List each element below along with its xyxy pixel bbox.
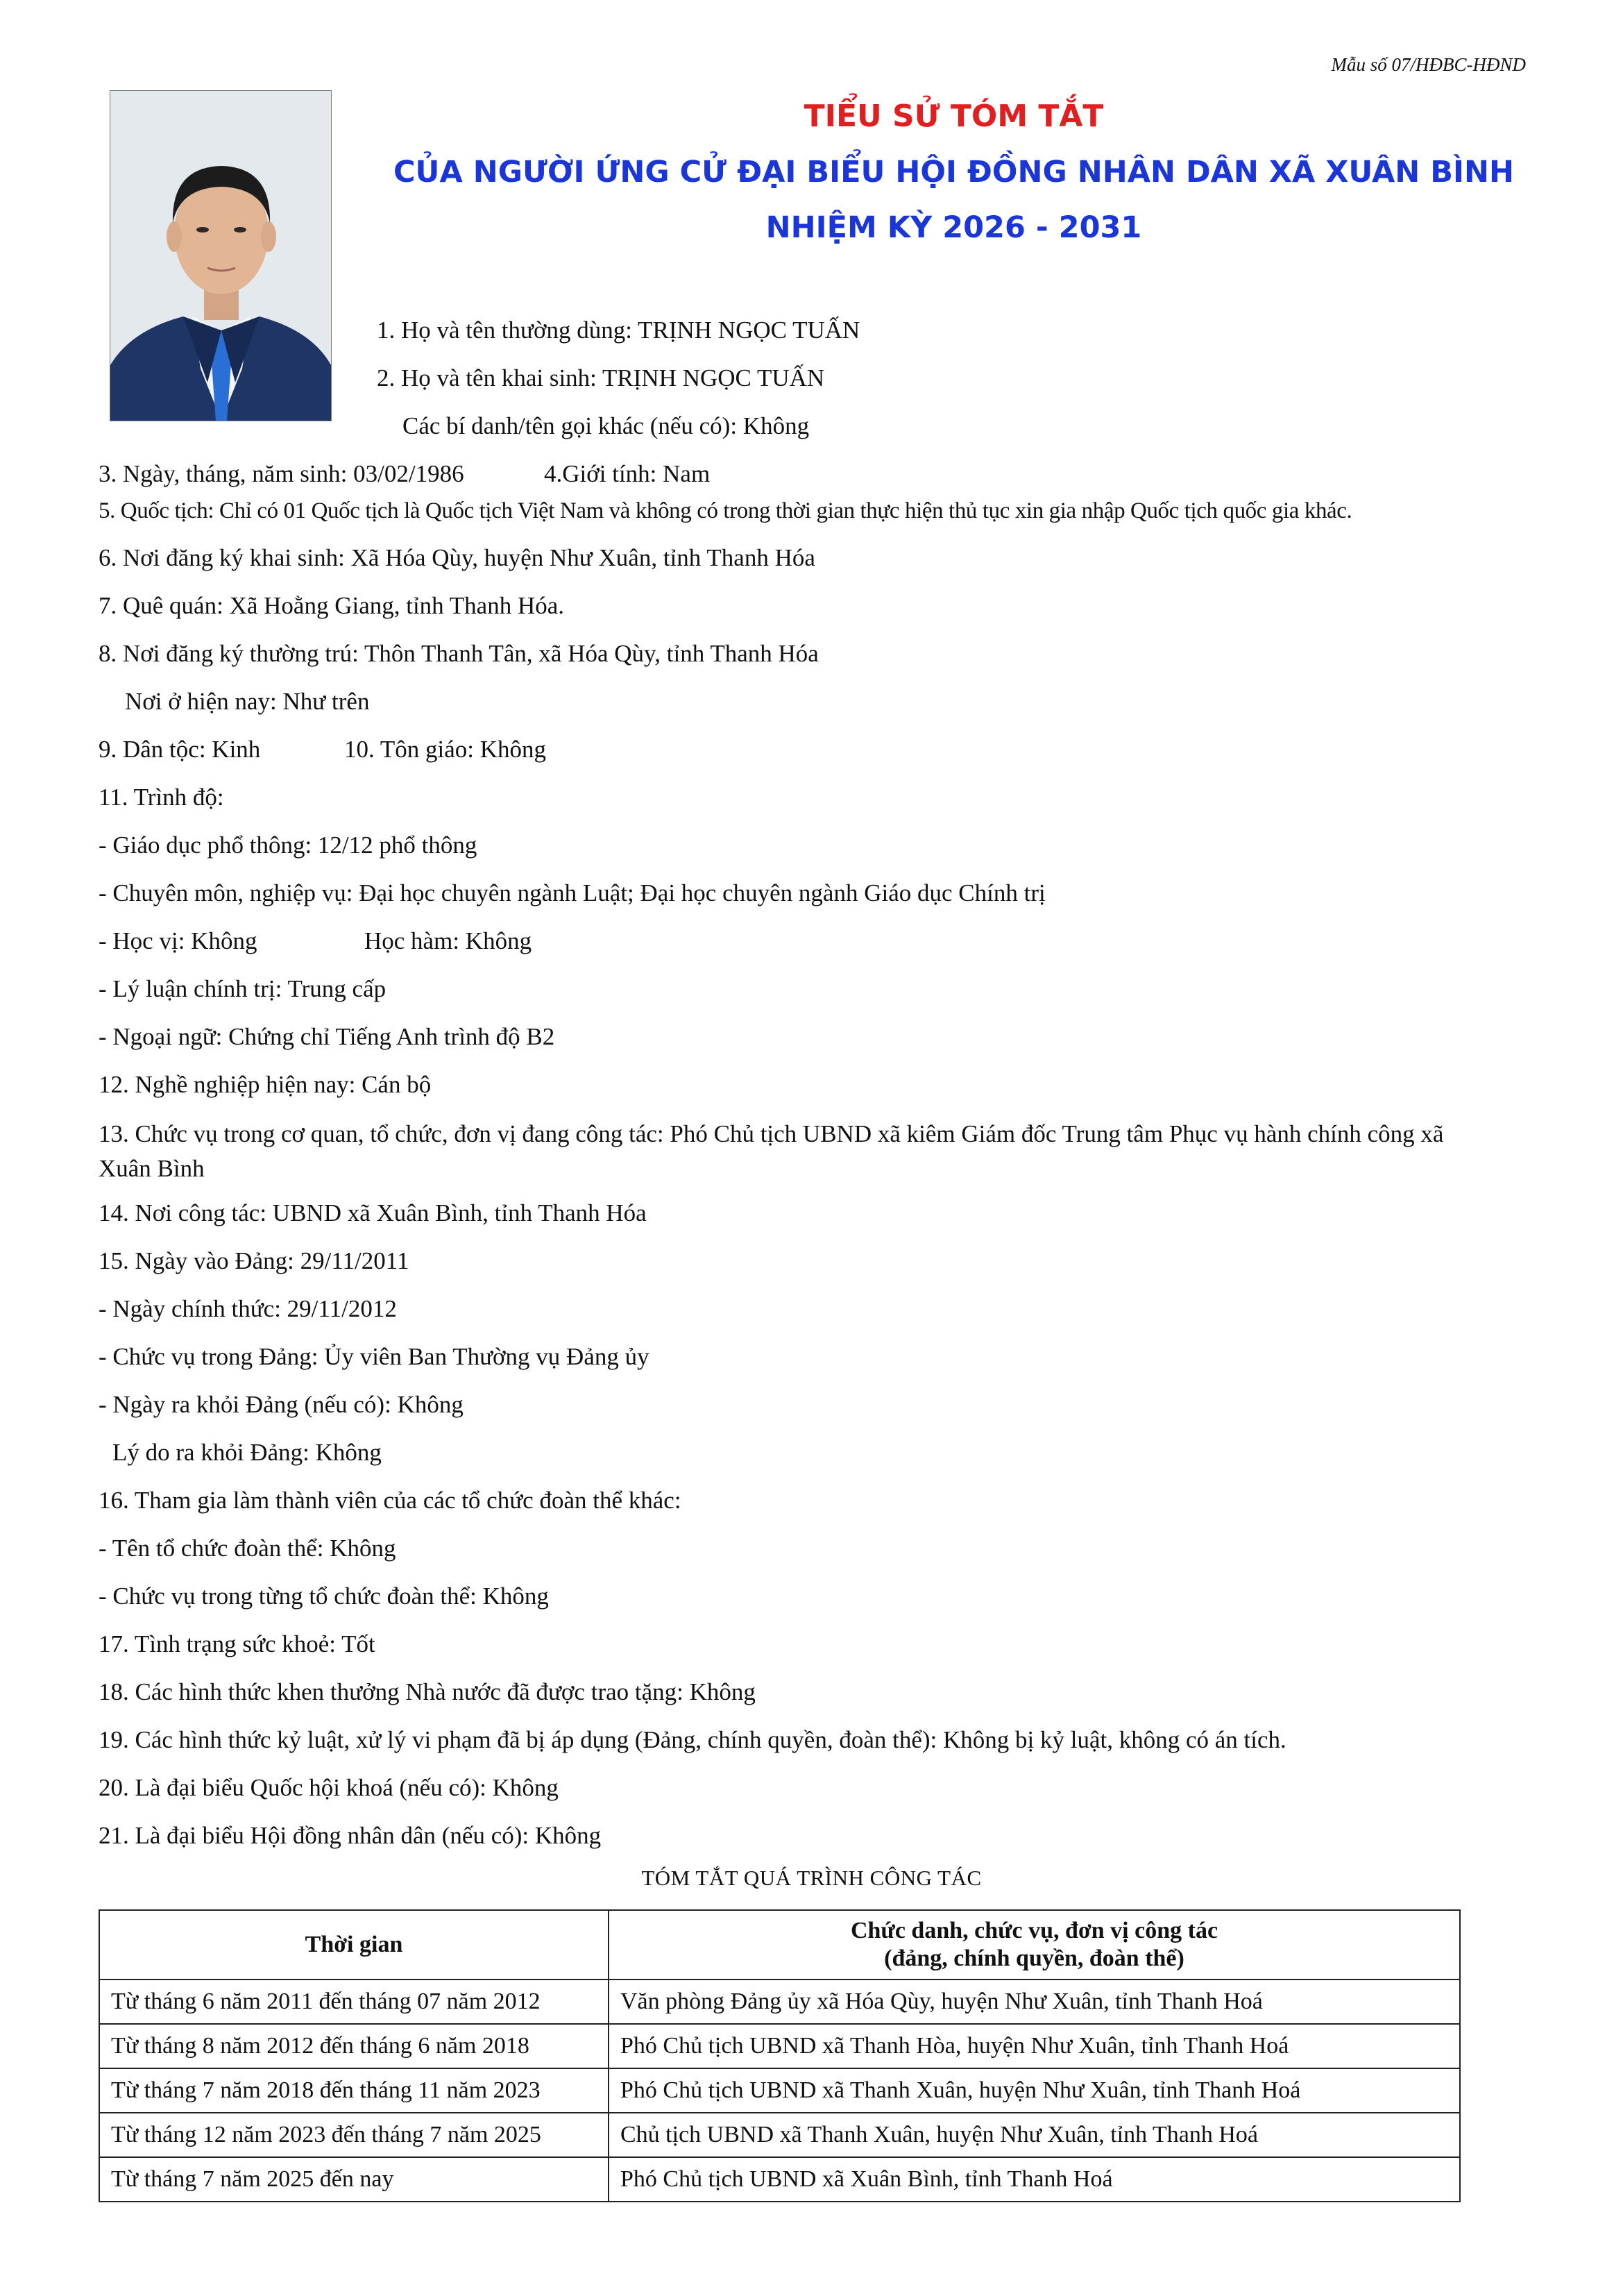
- academic-degree: - Học vị: Không: [99, 927, 257, 954]
- party-position: - Chức vụ trong Đảng: Ủy viên Ban Thường vụ Đảng ủy: [99, 1343, 649, 1370]
- organization-name: - Tên tổ chức đoàn thể: Không: [99, 1535, 396, 1562]
- foreign-language: - Ngoại ngữ: Chứng chỉ Tiếng Anh trình độ B2: [99, 1023, 555, 1050]
- header-position-line-1: Chức danh, chức vụ, đơn vị công tác: [850, 1918, 1218, 1943]
- workplace: 14. Nơi công tác: UBND xã Xuân Bình, tỉnh Thanh Hóa: [99, 1199, 647, 1226]
- table-row: [99, 2157, 1460, 2202]
- row-time: Từ tháng 6 năm 2011 đến tháng 07 năm 2012: [99, 1980, 609, 2024]
- current-position: 13. Chức vụ trong cơ quan, tổ chức, đơn vị đang công tác: Phó Chủ tịch UBND xã kiêm Giám đốc Trung tâm Phục vụ hành chính công xã Xuân Bình: [99, 1120, 1444, 1182]
- current-residence: Nơi ở hiện nay: Như trên: [125, 688, 370, 715]
- table-header-row: [99, 1910, 1460, 1980]
- birth-registration-place: 6. Nơi đăng ký khai sinh: Xã Hóa Qùy, huyện Như Xuân, tỉnh Thanh Hóa: [99, 544, 815, 571]
- ethnicity: 9. Dân tộc: Kinh: [99, 736, 261, 763]
- academic-title: Học hàm: Không: [364, 927, 532, 954]
- row-position: Phó Chủ tịch UBND xã Thanh Hòa, huyện Như Xuân, tỉnh Thanh Hoá: [609, 2024, 1460, 2068]
- title-line-2: CỦA NGƯỜI ỨNG CỬ ĐẠI BIỂU HỘI ĐỒNG NHÂN DÂN XÃ XUÂN BÌNH: [393, 155, 1515, 189]
- table-row: [99, 2068, 1460, 2113]
- party-leave-date: - Ngày ra khỏi Đảng (nếu có): Không: [99, 1391, 464, 1418]
- current-occupation: 12. Nghề nghiệp hiện nay: Cán bộ: [99, 1071, 432, 1098]
- career-summary-table: [99, 1909, 1461, 2202]
- candidate-portrait-photo: [110, 90, 332, 421]
- row-time: Từ tháng 7 năm 2018 đến tháng 11 năm 2023: [99, 2068, 609, 2113]
- common-name: 1. Họ và tên thường dùng: TRỊNH NGỌC TUẤN: [377, 316, 860, 344]
- hometown: 7. Quê quán: Xã Hoằng Giang, tỉnh Thanh Hóa.: [99, 592, 565, 619]
- table-row: [99, 2024, 1460, 2068]
- header-position: [609, 1910, 1460, 1980]
- religion: 10. Tôn giáo: Không: [344, 736, 547, 763]
- party-leave-reason: Lý do ra khỏi Đảng: Không: [112, 1439, 382, 1466]
- official-party-date: - Ngày chính thức: 29/11/2012: [99, 1295, 397, 1322]
- row-position: Chủ tịch UBND xã Thanh Xuân, huyện Như Xuân, tỉnh Thanh Hoá: [609, 2113, 1460, 2157]
- title-line-3: NHIỆM KỲ 2026 - 2031: [765, 210, 1142, 245]
- state-awards: 18. Các hình thức khen thưởng Nhà nước đã được trao tặng: Không: [99, 1678, 756, 1705]
- general-education: - Giáo dục phổ thông: 12/12 phổ thông: [99, 832, 477, 859]
- disciplinary-record: 19. Các hình thức kỷ luật, xử lý vi phạm đã bị áp dụng (Đảng, chính quyền, đoàn thể): Không bị kỷ luật, không có án tích.: [99, 1726, 1286, 1753]
- header-position-line-2: (đảng, chính quyền, đoàn thể): [884, 1945, 1184, 1971]
- header-time: Thời gian: [99, 1910, 609, 1980]
- peoples-council-delegate: 21. Là đại biểu Hội đồng nhân dân (nếu có): Không: [99, 1822, 602, 1849]
- row-position: Văn phòng Đảng ủy xã Hóa Qùy, huyện Như Xuân, tỉnh Thanh Hoá: [609, 1980, 1460, 2024]
- education-heading: 11. Trình độ:: [99, 784, 224, 811]
- nationality: 5. Quốc tịch: Chỉ có 01 Quốc tịch là Quốc tịch Việt Nam và không có trong thời gian thực hiện thủ tục xin gia nhập Quốc tịch quốc gia khác.: [99, 498, 1352, 523]
- table-row: [99, 2113, 1460, 2157]
- aliases: Các bí danh/tên gọi khác (nếu có): Không: [402, 412, 810, 439]
- gender: 4.Giới tính: Nam: [544, 460, 711, 487]
- row-position: Phó Chủ tịch UBND xã Xuân Bình, tỉnh Thanh Hoá: [609, 2157, 1460, 2202]
- organization-position: - Chức vụ trong từng tổ chức đoàn thể: Không: [99, 1582, 549, 1610]
- other-organizations: 16. Tham gia làm thành viên của các tổ chức đoàn thể khác:: [99, 1487, 681, 1514]
- row-time: Từ tháng 7 năm 2025 đến nay: [99, 2157, 609, 2202]
- document-title: [312, 89, 1595, 255]
- permanent-residence: 8. Nơi đăng ký thường trú: Thôn Thanh Tân, xã Hóa Qùy, tỉnh Thanh Hóa: [99, 640, 819, 667]
- national-assembly-delegate: 20. Là đại biểu Quốc hội khoá (nếu có): Không: [99, 1774, 559, 1801]
- row-position: Phó Chủ tịch UBND xã Thanh Xuân, huyện Như Xuân, tỉnh Thanh Hoá: [609, 2068, 1460, 2113]
- row-time: Từ tháng 8 năm 2012 đến tháng 6 năm 2018: [99, 2024, 609, 2068]
- party-admission-date: 15. Ngày vào Đảng: 29/11/2011: [99, 1247, 409, 1274]
- health-status: 17. Tình trạng sức khoẻ: Tốt: [99, 1630, 375, 1657]
- table-row: [99, 1980, 1460, 2024]
- title-line-1: TIỂU SỬ TÓM TẮT: [804, 99, 1104, 134]
- birth-name: 2. Họ và tên khai sinh: TRỊNH NGỌC TUẤN: [377, 364, 825, 391]
- date-of-birth: 3. Ngày, tháng, năm sinh: 03/02/1986: [99, 460, 464, 487]
- portrait-image: [110, 91, 331, 421]
- form-code: Mẫu số 07/HĐBC-HĐND: [1331, 54, 1526, 75]
- row-time: Từ tháng 12 năm 2023 đến tháng 7 năm 2025: [99, 2113, 609, 2157]
- career-summary-caption: TÓM TẮT QUÁ TRÌNH CÔNG TÁC: [641, 1866, 982, 1890]
- professional-qualification: - Chuyên môn, nghiệp vụ: Đại học chuyên ngành Luật; Đại học chuyên ngành Giáo dục Chính trị: [99, 879, 1046, 906]
- political-theory: - Lý luận chính trị: Trung cấp: [99, 975, 386, 1002]
